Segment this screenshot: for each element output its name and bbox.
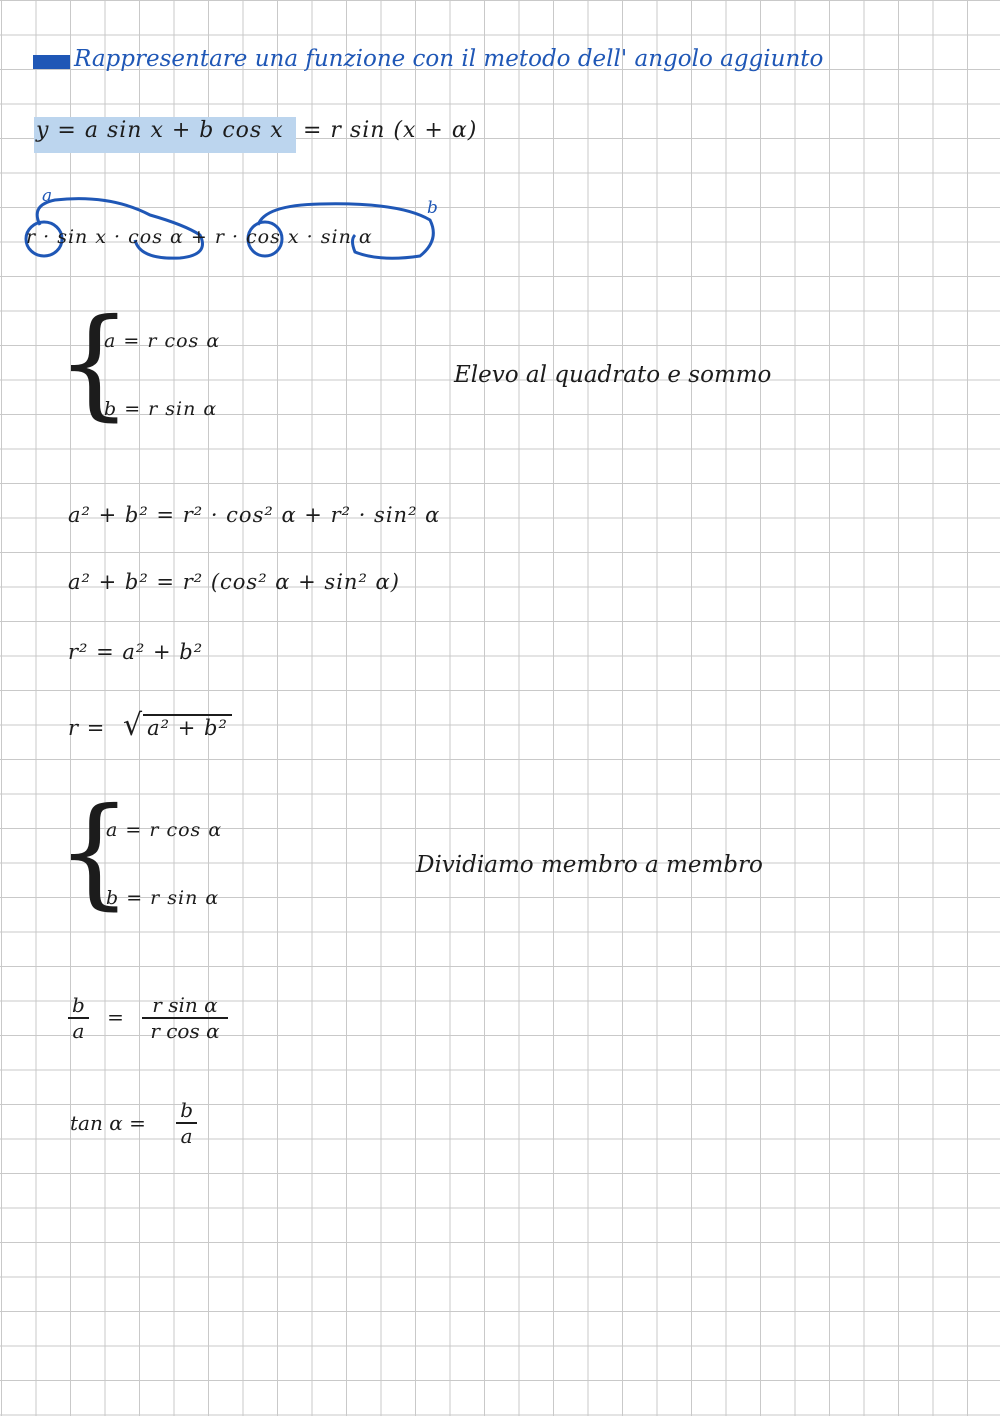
- system2-line1: a = r cos α: [106, 819, 223, 841]
- ratio-lhs-fraction: [68, 993, 89, 1043]
- system2-note: Dividiamo membro a membro: [416, 852, 763, 878]
- tangent-lhs: tan α =: [70, 1111, 146, 1135]
- system1-line1: a = r cos α: [104, 330, 221, 352]
- system2-line2: b = r sin α: [106, 887, 220, 909]
- derivation-line4-radicand: a² + b²: [143, 714, 232, 740]
- ratio-rhs-fraction: [142, 993, 227, 1043]
- tangent-fraction: [176, 1098, 197, 1148]
- expansion-label-a: a: [42, 186, 53, 206]
- page-title: Rappresentare una funzione con il metodo dell' angolo aggiunto: [74, 46, 824, 72]
- derivation-line4: [68, 708, 232, 743]
- tangent-den: a: [180, 1124, 193, 1148]
- ratio-equation: [68, 993, 228, 1043]
- expansion-label-b: b: [427, 198, 438, 218]
- title-marker: [33, 55, 70, 69]
- derivation-line1: a² + b² = r² · cos² α + r² · sin² α: [68, 503, 441, 527]
- ratio-lhs-den: a: [72, 1019, 85, 1043]
- ratio-rhs-den: r cos α: [150, 1019, 220, 1043]
- derivation-line4-lhs: r =: [68, 716, 106, 740]
- main-equation-rest: = r sin (x + α): [303, 118, 478, 143]
- derivation-line3: r² = a² + b²: [68, 640, 204, 664]
- system-brace-2: {: [56, 783, 133, 922]
- ratio-lhs-num: b: [68, 993, 89, 1019]
- expansion-equation: r · sin x · cos α + r · cos x · sin α: [26, 226, 373, 248]
- ratio-equals: =: [107, 1004, 124, 1029]
- sqrt-icon: √: [123, 708, 144, 743]
- system-brace-1: {: [56, 294, 133, 433]
- main-equation-highlighted: y = a sin x + b cos x: [36, 118, 284, 143]
- system1-line2: b = r sin α: [104, 398, 218, 420]
- tangent-equation: [70, 1098, 197, 1148]
- expansion-loops: [0, 180, 460, 270]
- tangent-num: b: [176, 1098, 197, 1124]
- derivation-line2: a² + b² = r² (cos² α + sin² α): [68, 570, 400, 594]
- ratio-rhs-num: r sin α: [142, 993, 227, 1019]
- system1-note: Elevo al quadrato e sommo: [454, 362, 772, 388]
